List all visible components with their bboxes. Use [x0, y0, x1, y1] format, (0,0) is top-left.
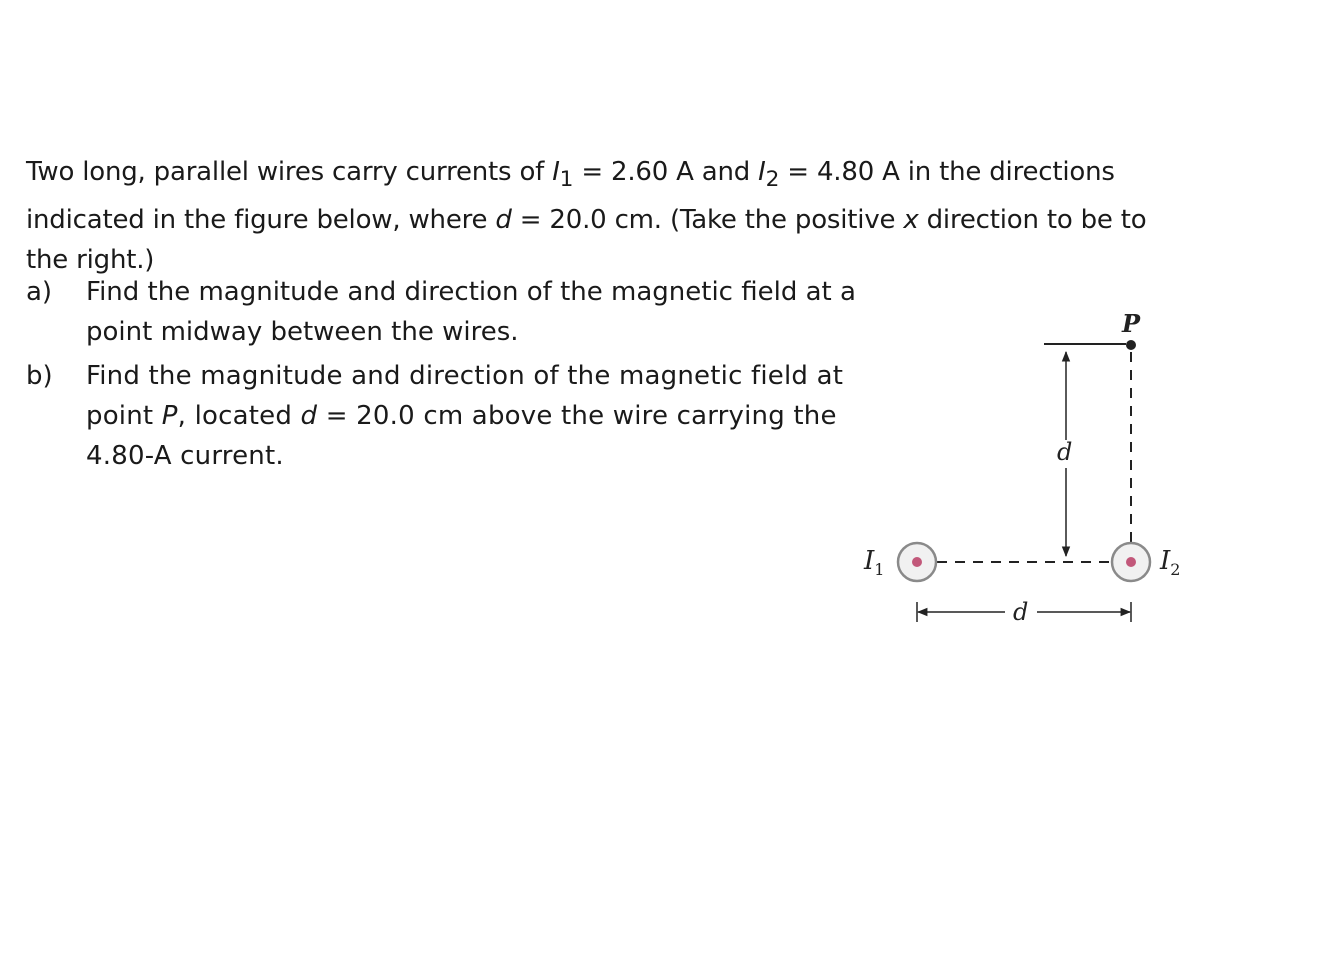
point-p-label: P [1122, 309, 1141, 338]
wire-figure [840, 290, 1200, 650]
current-2-label [1159, 546, 1180, 579]
vertical-d-label: d [1057, 438, 1073, 466]
current-subscript-2: 2 [765, 167, 780, 193]
intro-text-1: Two long, parallel wires carry currents of [26, 157, 553, 187]
wire-diagram [840, 290, 1200, 650]
current-2-letter: I [1160, 546, 1171, 576]
current-2-subscript: 2 [1170, 560, 1181, 579]
intro-text-2: = 2.60 A and [573, 157, 759, 187]
current-1-label [863, 546, 884, 579]
part-b-label: b) [26, 361, 53, 391]
current-1-letter: I [864, 546, 875, 576]
part-b-text-3: = 20.0 cm above the wire carrying the 4.80-A current. [86, 401, 837, 471]
intro-text-4: = 20.0 cm. (Take the positive [511, 205, 904, 236]
part-a-text: Find the magnitude and direction of the magnetic field at a point midway between the wires. [86, 277, 856, 347]
distance-symbol-b: d [300, 401, 318, 431]
distance-symbol: d [495, 205, 512, 236]
intro-text-3: = 4.80 A in the directions indicated in the figure below, where [26, 157, 1115, 236]
x-symbol: x [903, 205, 919, 236]
part-b-text-2: , located [177, 401, 301, 431]
wire-2-dot [1126, 557, 1136, 567]
horizontal-d-label: d [1013, 598, 1029, 626]
wire-1-dot [912, 557, 922, 567]
intro-text-5: direction to be to the right.) [26, 205, 1147, 276]
point-symbol: P [161, 401, 178, 431]
problem-intro [26, 152, 1186, 280]
point-p-dot [1126, 340, 1136, 350]
current-subscript-1: 1 [559, 167, 574, 193]
part-b-text [86, 356, 866, 476]
part-a-label: a) [26, 277, 53, 307]
current-1-subscript: 1 [874, 560, 885, 579]
current-symbol-2: I [758, 157, 766, 187]
current-symbol-1: I [552, 157, 560, 187]
part-b-text-1: Find the magnitude and direction of the magnetic field at point [86, 361, 844, 431]
